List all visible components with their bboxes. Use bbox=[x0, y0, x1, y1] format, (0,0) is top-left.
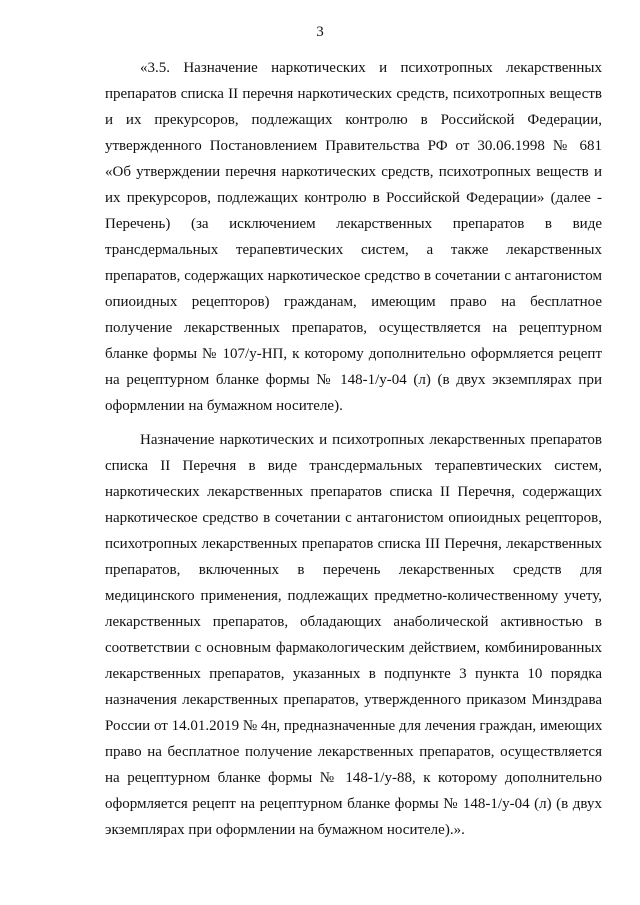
text-line: препаратов, содержащих наркотическое средство в сочетании с антагонистом bbox=[105, 268, 602, 284]
text-line: лекарственных препаратов, указанных в подпункте 3 пункта 10 порядка bbox=[105, 666, 602, 682]
text-line: России от 14.01.2019 № 4н, предназначенные для лечения граждан, имеющих bbox=[105, 718, 602, 734]
text-line: наркотическое средство в сочетании с антагонистом опиоидных рецепторов, bbox=[105, 510, 602, 526]
text-line: списка II Перечня в виде трансдермальных терапевтических систем, bbox=[105, 458, 602, 474]
text-line: на рецептурном бланке формы № 148-1/у-88, к которому дополнительно bbox=[105, 770, 602, 786]
text-line: назначения лекарственных препаратов, утвержденного приказом Минздрава bbox=[105, 692, 602, 708]
text-line: на рецептурном бланке формы № 148-1/у-04 (л) (в двух экземплярах при bbox=[105, 372, 602, 388]
text-line: утвержденного Постановлением Правительства РФ от 30.06.1998 № 681 bbox=[105, 138, 602, 154]
text-line: право на бесплатное получение лекарственных препаратов, осуществляется bbox=[105, 744, 602, 760]
text-line: психотропных лекарственных препаратов списка III Перечня, лекарственных bbox=[105, 536, 602, 552]
text-line: бланке формы № 107/у-НП, к которому дополнительно оформляется рецепт bbox=[105, 346, 602, 362]
text-line: Перечень) (за исключением лекарственных препаратов в виде bbox=[105, 216, 602, 232]
text-line: «Об утверждении перечня наркотических средств, психотропных веществ и bbox=[105, 164, 602, 180]
text-line: опиоидных рецепторов) гражданам, имеющим право на бесплатное bbox=[105, 294, 602, 310]
text-line: оформлении на бумажном носителе). bbox=[105, 398, 343, 414]
text-line: лекарственных препаратов, обладающих анаболической активностью в bbox=[105, 614, 602, 630]
text-line: наркотических лекарственных препаратов списка II Перечня, содержащих bbox=[105, 484, 602, 500]
text-line: соответствии с основным фармакологическим действием, комбинированных bbox=[105, 640, 602, 656]
text-line: их прекурсоров, подлежащих контролю в Российской Федерации» (далее - bbox=[105, 190, 602, 206]
text-line: препаратов списка II перечня наркотических средств, психотропных веществ bbox=[105, 86, 602, 102]
text-line: медицинского применения, подлежащих предметно-количественному учету, bbox=[105, 588, 602, 604]
text-line: трансдермальных терапевтических систем, а также лекарственных bbox=[105, 242, 602, 258]
text-line: оформляется рецепт на рецептурном бланке формы № 148-1/у-04 (л) (в двух bbox=[105, 796, 602, 812]
text-line: Назначение наркотических и психотропных лекарственных препаратов bbox=[140, 432, 602, 448]
text-line: препаратов, включенных в перечень лекарственных средств для bbox=[105, 562, 602, 578]
page-number: 3 bbox=[316, 24, 324, 40]
text-line: «3.5. Назначение наркотических и психотропных лекарственных bbox=[140, 60, 602, 76]
text-line: экземплярах при оформлении на бумажном носителе).». bbox=[105, 822, 465, 838]
text-line: получение лекарственных препаратов, осуществляется на рецептурном bbox=[105, 320, 602, 336]
text-line: и их прекурсоров, подлежащих контролю в Российской Федерации, bbox=[105, 112, 602, 128]
